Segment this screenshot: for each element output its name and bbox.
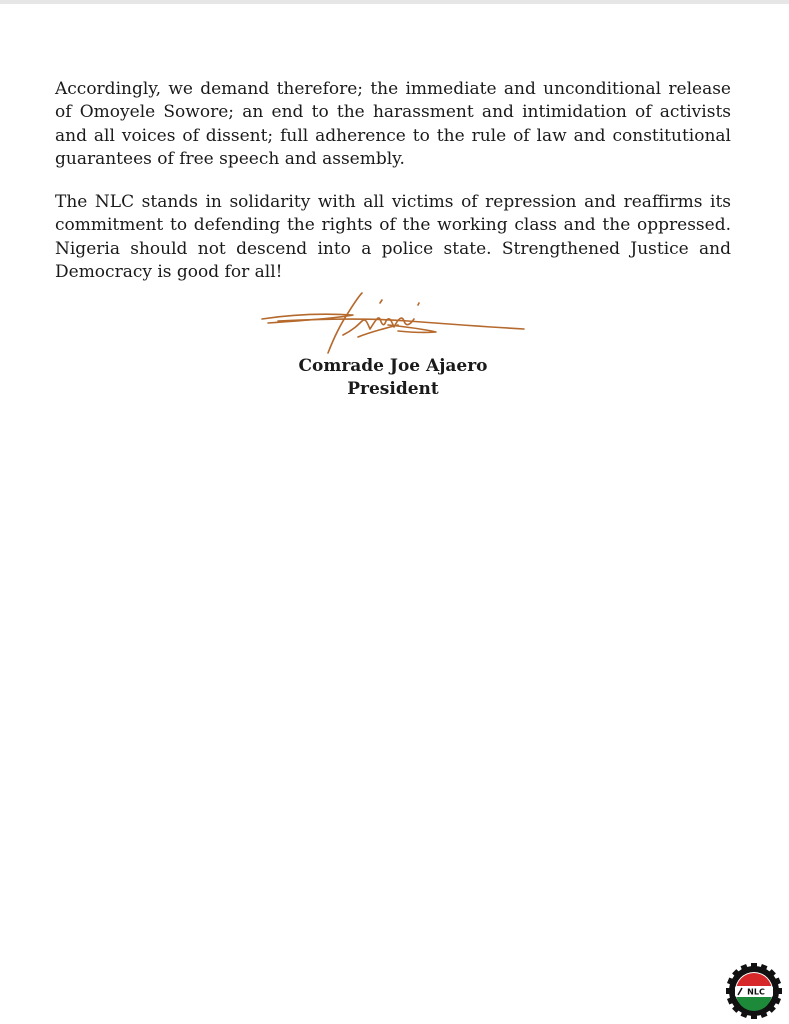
- signatory-block: [230, 355, 556, 401]
- logo-text: NLC: [747, 987, 765, 997]
- signatory-name: Comrade Joe Ajaero: [298, 356, 488, 376]
- letter-body: [55, 78, 731, 304]
- handwritten-signature: [258, 285, 528, 360]
- top-edge-strip: [0, 0, 789, 4]
- demands-paragraph: Accordingly, we demand therefore; the immediate and unconditional release of Omoyele Sowore; an end to the harassment and intimidation of activists and all voices of dissent; full adherence to the rule of law and constitutional guarantees of free speech and assembly.: [55, 79, 731, 169]
- signatory-title: President: [347, 379, 439, 399]
- solidarity-paragraph: The NLC stands in solidarity with all victims of repression and reaffirms its commitment to defending the rights of the working class and the oppressed. Nigeria should not descend into a police state. Strengthened Justice and Democracy is good for all!: [55, 192, 731, 283]
- nlc-logo: [726, 963, 782, 1019]
